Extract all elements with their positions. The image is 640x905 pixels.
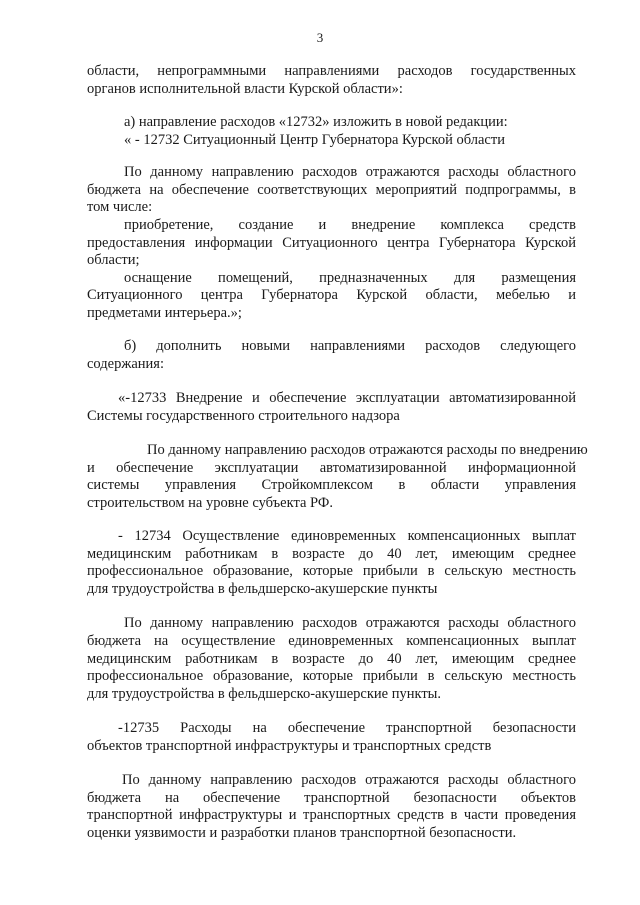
text-line: предоставления информации Ситуационного центра Губернатора Курской bbox=[87, 235, 576, 251]
text-line: Ситуационного центра Губернатора Курской области, мебелью и bbox=[87, 287, 576, 303]
text-line: органов исполнительной власти Курской области»: bbox=[87, 81, 403, 97]
text-line: оснащение помещений, предназначенных для размещения bbox=[124, 270, 576, 286]
text-line: -12735 Расходы на обеспечение транспортной безопасности bbox=[118, 720, 576, 736]
text-line: а) направление расходов «12732» изложить в новой редакции: bbox=[124, 114, 508, 130]
text-line: - 12734 Осуществление единовременных компенсационных выплат bbox=[118, 528, 576, 544]
text-line: По данному направлению расходов отражаются расходы областного bbox=[124, 615, 576, 631]
text-line: и обеспечение эксплуатации автоматизированной информационной bbox=[87, 460, 576, 476]
text-line: для трудоустройства в фельдшерско-акушерские пункты. bbox=[87, 686, 442, 702]
text-line: области; bbox=[87, 252, 140, 268]
text-line: системы управления Стройкомплексом в области управления bbox=[87, 477, 576, 493]
text-line: бюджета на обеспечение соответствующих мероприятий подпрограммы, в bbox=[87, 182, 576, 198]
text-line: том числе: bbox=[87, 199, 153, 215]
text-line: предметами интерьера.»; bbox=[87, 305, 242, 321]
text-line: « - 12732 Ситуационный Центр Губернатора Курской области bbox=[124, 132, 505, 148]
text-line: для трудоустройства в фельдшерско-акушерские пункты bbox=[87, 581, 438, 597]
text-line: транспортной инфраструктуры и транспортных средств в части проведения bbox=[87, 807, 576, 823]
text-line: «-12733 Внедрение и обеспечение эксплуатации автоматизированной bbox=[118, 390, 576, 406]
text-line: области, непрограммными направлениями расходов государственных bbox=[87, 63, 576, 79]
text-line: объектов транспортной инфраструктуры и транспортных средств bbox=[87, 738, 492, 754]
text-line: Системы государственного строительного надзора bbox=[87, 408, 400, 424]
text-line: профессиональное образование, которые прибыли в сельскую местность bbox=[87, 668, 576, 684]
text-line: По данному направлению расходов отражаются расходы по внедрению bbox=[147, 442, 588, 458]
text-line: оценки уязвимости и разработки планов транспортной безопасности. bbox=[87, 825, 517, 841]
text-line: строительством на уровне субъекта РФ. bbox=[87, 495, 333, 511]
text-line: По данному направлению расходов отражаются расходы областного bbox=[124, 164, 576, 180]
text-line: медицинским работникам в возрасте до 40 лет, имеющим среднее bbox=[87, 651, 576, 667]
page-number: 3 bbox=[316, 30, 324, 45]
text-line: медицинским работникам в возрасте до 40 лет, имеющим среднее bbox=[87, 546, 576, 562]
text-line: бюджета на осуществление единовременных компенсационных выплат bbox=[87, 633, 576, 649]
text-line: бюджета на обеспечение транспортной безопасности объектов bbox=[87, 790, 576, 806]
text-line: содержания: bbox=[87, 356, 165, 372]
text-line: профессиональное образование, которые прибыли в сельскую местность bbox=[87, 563, 576, 579]
text-line: По данному направлению расходов отражаются расходы областного bbox=[122, 772, 576, 788]
text-line: приобретение, создание и внедрение комплекса средств bbox=[124, 217, 576, 233]
text-line: б) дополнить новыми направлениями расходов следующего bbox=[124, 338, 576, 354]
